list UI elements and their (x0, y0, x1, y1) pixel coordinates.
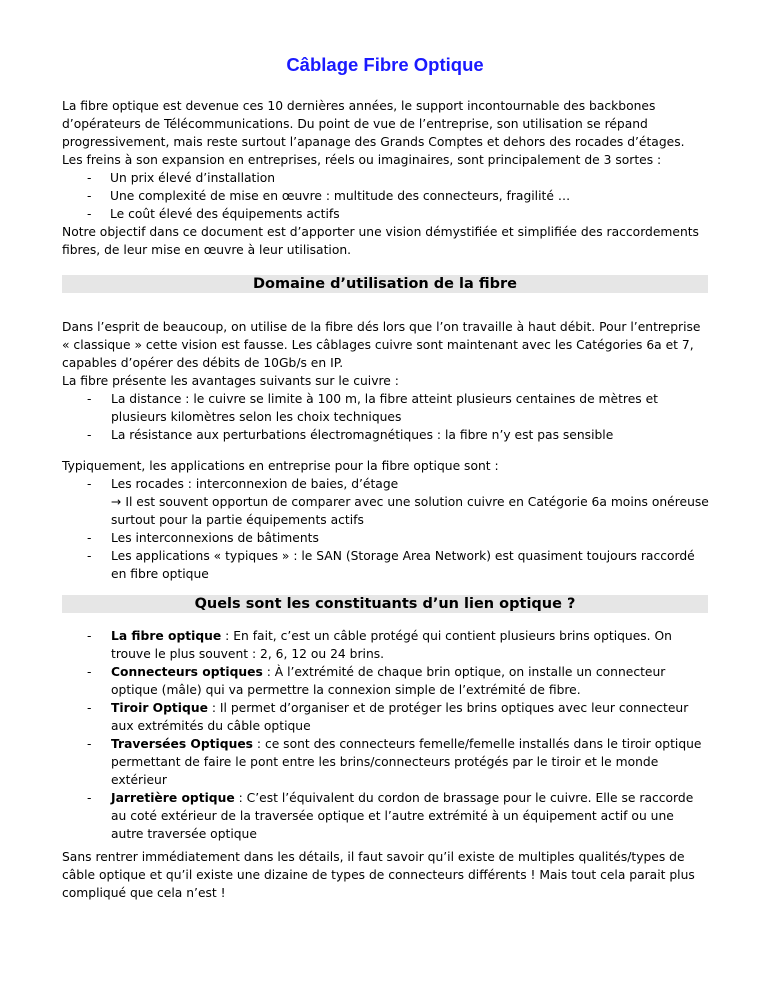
components-list (62, 627, 710, 843)
application-note (62, 493, 710, 529)
objective-paragraph: Notre objectif dans ce document est d’apporter une vision démystifiée et simplifiée des raccordements fibres, de leur mise en œuvre à leur utilisation. (62, 225, 699, 257)
application-item: - Les applications « typiques » : le SAN (Storage Area Network) est quasiment toujours raccordé en fibre optique (62, 547, 710, 583)
component-text: : Il permet d’organiser et de protéger les brins optiques avec leur connecteur aux extrémités du câble optique (111, 701, 689, 733)
closing-block (62, 848, 710, 902)
brake-item: - Le coût élevé des équipements actifs (62, 205, 710, 223)
component-text: : À l’extrémité de chaque brin optique, on installe un connecteur optique (mâle) qui va permettre la connexion simple de l’extrémité de fibre. (111, 665, 666, 697)
document-title: Câblage Fibre Optique (286, 54, 484, 75)
component-term: Jarretière optique (111, 791, 235, 805)
intro-brakes-paragraph: Les freins à son expansion en entreprises, réels ou imaginaires, sont principalement de 3 sortes : (62, 153, 662, 167)
usage-paragraph: Dans l’esprit de beaucoup, on utilise de la fibre dés lors que l’on travaille à haut débit. Pour l’entreprise « classique » cette vision est fausse. Les câblages cuivre sont maintenant avec les Catégories 6a et 7, capables d’opérer des débits de 10Gb/s en IP. (62, 320, 701, 370)
component-text: : En fait, c’est un câble protégé qui contient plusieurs brins optiques. On trouve le plus souvent : 2, 6, 12 ou 24 brins. (111, 629, 672, 661)
component-item (62, 627, 710, 663)
component-item (62, 699, 710, 735)
component-item (62, 789, 710, 843)
component-item (62, 735, 710, 789)
section-heading-usage: Domaine d’utilisation de la fibre (62, 275, 708, 293)
closing-paragraph: Sans rentrer immédiatement dans les détails, il faut savoir qu’il existe de multiples qualités/types de câble optique et qu’il existe une dizaine de types de connecteurs différents ! Mais tout cela parait plus compliqué que cela n’est ! (62, 850, 695, 900)
advantage-item: - La distance : le cuivre se limite à 100 m, la fibre atteint plusieurs centaines de mètres et plusieurs kilomètres selon les choix techniques (62, 390, 710, 426)
application-item: - Les rocades : interconnexion de baies, d’étage (62, 475, 710, 493)
component-term: Connecteurs optiques (111, 665, 263, 679)
intro-block (62, 97, 710, 259)
usage-block (62, 318, 710, 444)
advantage-item: - La résistance aux perturbations électromagnétiques : la fibre n’y est pas sensible (62, 426, 710, 444)
component-item (62, 663, 710, 699)
component-term: Traversées Optiques (111, 737, 253, 751)
component-term: La fibre optique (111, 629, 222, 643)
applications-intro: Typiquement, les applications en entreprise pour la fibre optique sont : (62, 459, 499, 473)
intro-paragraph: La fibre optique est devenue ces 10 dernières années, le support incontournable des backbones d’opérateurs de Télécommunications. Du point de vue de l’entreprise, son utilisation se répand progressivement, mais reste surtout l’apanage des Grands Comptes et dehors des rocades d’étages. (62, 99, 685, 149)
application-note-text: Il est souvent opportun de comparer avec une solution cuivre en Catégorie 6a moins onéreuse surtout pour la partie équipements actifs (111, 495, 709, 527)
arrow-right-icon: → (111, 495, 122, 509)
component-text: : ce sont des connecteurs femelle/femelle installés dans le tiroir optique permettant de faire le pont entre les brins/connecteurs protégés par le tiroir et le monde extérieur (111, 737, 702, 787)
advantages-intro: La fibre présente les avantages suivants sur le cuivre : (62, 374, 399, 388)
brake-item: - Une complexité de mise en œuvre : multitude des connecteurs, fragilité … (62, 187, 710, 205)
applications-block (62, 457, 710, 583)
application-item: - Les interconnexions de bâtiments (62, 529, 710, 547)
component-term: Tiroir Optique (111, 701, 208, 715)
component-text: : C’est l’équivalent du cordon de brassage pour le cuivre. Elle se raccorde au coté extérieur de la traversée optique et l’autre extrémité à un équipement actif ou une autre traversée optique (111, 791, 694, 841)
section-heading-components: Quels sont les constituants d’un lien optique ? (62, 595, 708, 613)
brake-item: - Un prix élevé d’installation (62, 169, 710, 187)
